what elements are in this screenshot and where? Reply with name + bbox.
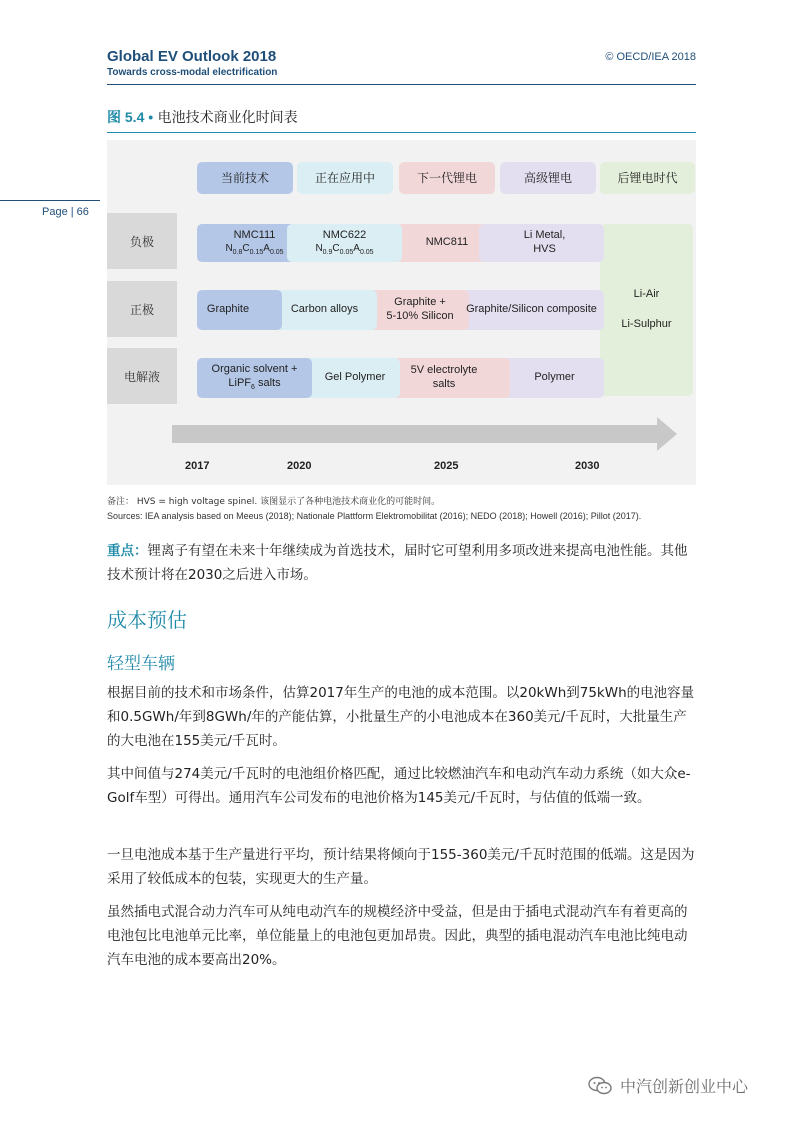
key-point-label: 重点： — [107, 543, 148, 559]
electrolyte-gel-polymer: Gel Polymer — [324, 371, 386, 384]
year-2020: 2020 — [287, 460, 312, 472]
category-next: 下一代锂电 — [399, 162, 495, 194]
page-number: Page | 66 — [42, 206, 89, 218]
subsection-title: 轻型车辆 — [107, 654, 175, 674]
anode-li-metal — [487, 224, 602, 262]
anode-nmc811: NMC811 — [425, 236, 469, 249]
row-label-electrolyte: 电解液 — [107, 348, 177, 404]
organic-line2: LiPF$_6$ salts — [228, 376, 281, 392]
nmc622-formula: $N_{0.9}C_{0.05}A_{0.05}$ — [315, 242, 374, 256]
category-post-li: 后锂电时代 — [600, 162, 695, 194]
watermark-text: 中汽创新创业中心 — [620, 1077, 749, 1096]
cathode-graphite-silicon — [380, 290, 460, 330]
anode-nmc622 — [287, 224, 402, 262]
fivev-line1: 5V electrolyte — [410, 364, 478, 377]
figure-sources: Sources: IEA analysis based on Meeus (2018); Nationale Plattform Elektromobilitat (2016); NEDO (2018); Howell (2016); Pillot (2017). — [107, 511, 642, 521]
figure-note: 备注： HVS = high voltage spinel. 该图显示了各种电池技术商业化的可能时间。 — [107, 497, 441, 507]
key-point-text: 锂离子有望在未来十年继续成为首选技术，届时它可望利用多项改进来提高电池性能。其他技术预计将在2030之后进入市场。 — [107, 543, 688, 583]
key-point — [107, 539, 699, 587]
paragraph: 其中间值与274美元/千瓦时的电池组价格匹配，通过比较燃油汽车和电动汽车动力系统（如大众e-Golf车型）可得出。通用汽车公司发布的电池价格为145美元/千瓦时，与估值的低端一致。 — [107, 766, 691, 806]
fivev-line2: salts — [432, 378, 456, 390]
year-2025: 2025 — [434, 460, 459, 472]
timeline-chart — [107, 140, 696, 485]
electrolyte-polymer: Polymer — [534, 371, 575, 384]
nmc111-formula: $N_{0.8}C_{0.15}A_{0.05}$ — [225, 242, 284, 256]
li-sulphur-label: Li-Sulphur — [621, 318, 672, 330]
page-rule — [0, 200, 100, 201]
copyright: © OECD/IEA 2018 — [605, 51, 696, 63]
paragraph: 一旦电池成本基于生产量进行平均，预计结果将倾向于155-360美元/千瓦时范围的低端。这是因为采用了较低成本的包装，实现更大的生产量。 — [107, 847, 695, 887]
paragraph: 根据目前的技术和市场条件，估算2017年生产的电池的成本范围。以20kWh到75kWh的电池容量和0.5GWh/年到8GWh/年的产能估算，小批量生产的小电池成本在360美元/千瓦时，大批量生产的大电池在155美元/千瓦时。 — [107, 685, 695, 749]
electrolyte-5v — [399, 358, 489, 398]
category-in-use: 正在应用中 — [297, 162, 393, 194]
time-axis-arrow — [172, 417, 677, 451]
year-2030: 2030 — [575, 460, 600, 472]
figure-number: 图 5.4 • — [107, 109, 154, 125]
figure-divider — [107, 132, 696, 133]
row-label-cathode: 正极 — [107, 281, 177, 337]
category-current: 当前技术 — [197, 162, 293, 194]
paragraph: 虽然插电式混合动力汽车可从纯电动汽车的规模经济中受益，但是由于插电式混动汽车有着更高的电池包比电池单元比率，单位能量上的电池包更加昂贵。因此，典型的插电混动汽车电池比纯电动汽车电池的成本要高出20%。 — [107, 904, 688, 968]
nmc111-label: NMC111 — [233, 228, 276, 241]
figure-title — [107, 107, 298, 127]
cathode-graphite: Graphite — [206, 303, 250, 316]
year-2017: 2017 — [185, 460, 210, 472]
nmc622-label: NMC622 — [322, 228, 367, 241]
report-subtitle: Towards cross-modal electrification — [107, 67, 278, 78]
wechat-icon — [588, 1076, 612, 1096]
header-divider — [107, 84, 696, 85]
graphite-silicon-line2: 5-10% Silicon — [386, 310, 454, 322]
figure-caption: 电池技术商业化时间表 — [157, 110, 298, 126]
post-lithium-box — [600, 224, 693, 396]
cathode-carbon-alloys: Carbon alloys — [290, 303, 359, 316]
cathode-composite: Graphite/Silicon composite — [466, 303, 597, 316]
watermark — [588, 1074, 748, 1097]
report-title: Global EV Outlook 2018 — [107, 48, 277, 65]
li-metal-label: Li Metal, — [523, 229, 566, 242]
hvs-label: HVS — [533, 243, 556, 255]
section-title: 成本预估 — [107, 608, 187, 632]
li-air-label: Li-Air — [633, 288, 660, 301]
graphite-silicon-line1: Graphite + — [394, 296, 446, 309]
organic-line1: Organic solvent + — [211, 363, 298, 376]
electrolyte-organic — [197, 358, 312, 398]
row-label-anode: 负极 — [107, 213, 177, 269]
category-advanced: 高级锂电 — [500, 162, 596, 194]
